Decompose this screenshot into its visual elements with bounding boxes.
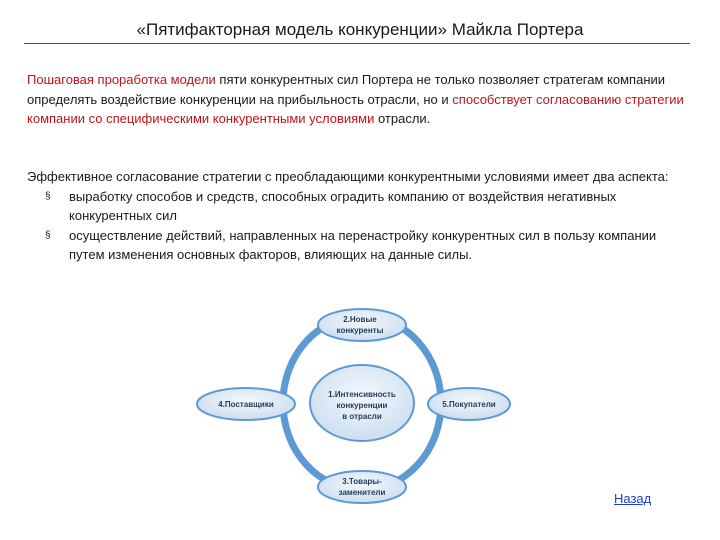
highlight-text: способствует согласованию стратегии компании со специфическими конкурентными условиями (27, 91, 684, 126)
top-node (318, 309, 406, 341)
bullet-marker: § (45, 190, 51, 202)
highlight-text: Пошаговая проработка модели (27, 72, 216, 87)
slide-title: «Пятифакторная модель конкуренции» Майкла Портера (136, 20, 584, 39)
center-label-line: в отрасли (342, 412, 382, 421)
body-text: отрасли. (374, 111, 431, 126)
body-text: пяти конкурентных сил Портера не только позволяет стратегам компании определять воздействие конкуренции на прибыльность отрасли, но и (27, 72, 666, 107)
left-label: 4.Поставщики (218, 400, 274, 409)
bottom-label-line: заменители (338, 488, 386, 497)
center-label-line: конкуренции (336, 401, 388, 410)
back-link[interactable]: Назад (614, 491, 652, 506)
bottom-node (318, 471, 406, 503)
right-label: 5.Покупатели (442, 400, 496, 409)
bottom-label-line: 3.Товары- (342, 477, 382, 486)
aspects-intro: Эффективное согласование стратегии с преобладающими конкурентными условиями имеет два аспекта: (27, 169, 669, 184)
bullet-text: осуществление действий, направленных на перенастройку конкурентных сил в пользу компании путем изменения основных факторов, влияющих на данные силы. (69, 227, 657, 262)
center-label-line: 1.Интенсивность (328, 390, 396, 399)
bullet-text: выработку способов и средств, способных оградить компанию от воздействия негативных конкурентных сил (69, 188, 617, 223)
top-label-line: конкуренты (336, 326, 384, 335)
top-label-line: 2.Новые (343, 315, 377, 324)
bullet-marker: § (45, 229, 51, 241)
